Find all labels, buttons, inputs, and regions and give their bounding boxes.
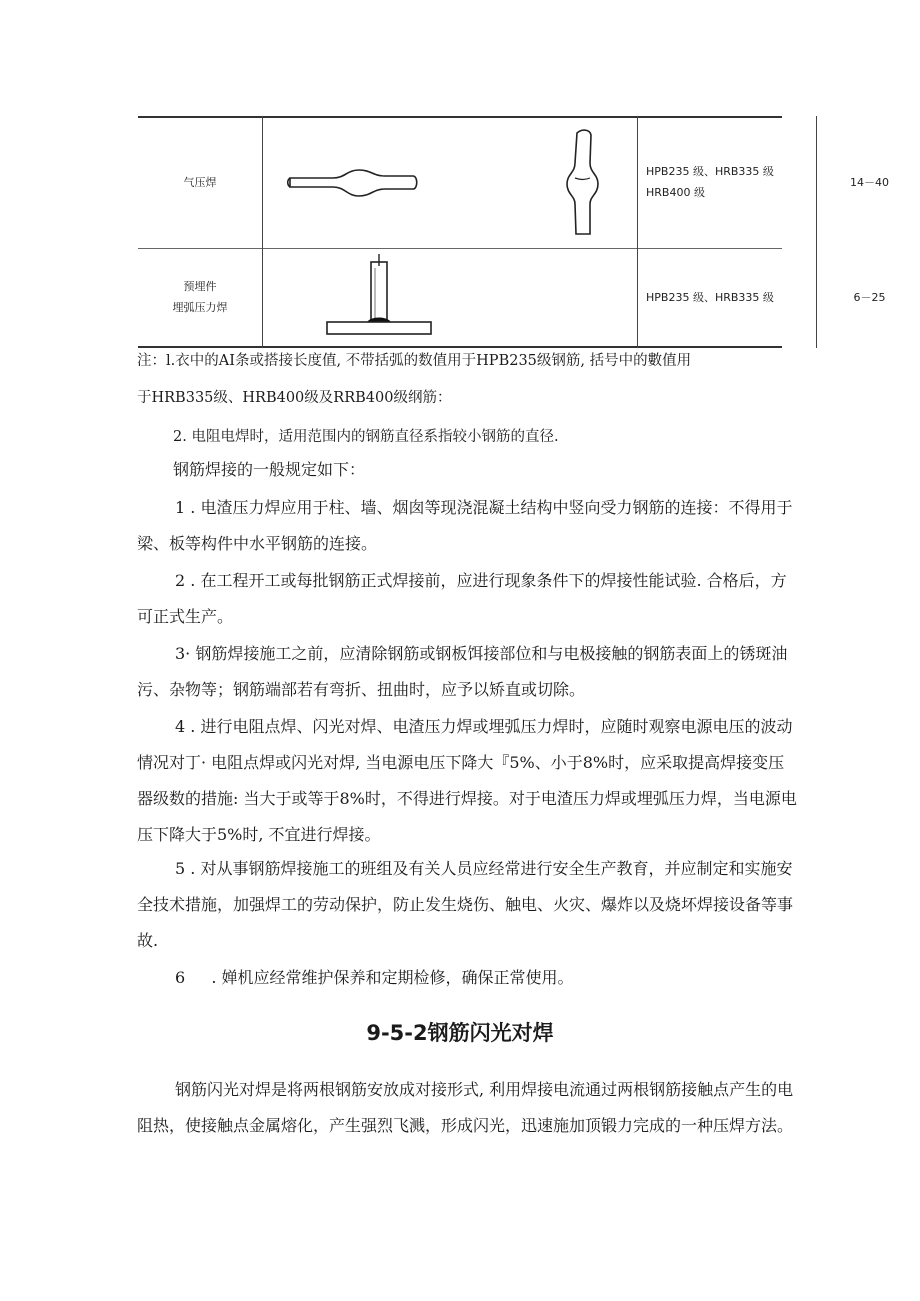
table-note-2: 2. 电阻电焊时，适用范围内的钢筋直径系指较小钢筋的直径. [173,429,559,445]
rule-item-2: 2 . 在工程开工或每批钢筋正式焊接前，应进行现象条件下的焊接性能试验. 合格后，方可正式生产。 [137,571,787,626]
rule-item-5: 5 . 对从事钢筋焊接施工的班组及有关人员应经常进行安全生产教育，并应制定和实施安全技术措施，加强焊工的劳动保护，防止发生烧伤、触电、火灾、爆炸以及烧坏焊接设备等事故. [137,859,794,950]
table-row-2-range [817,250,920,346]
method-label: 预埋件 [183,280,217,294]
rule-item-4: 4 . 进行电阻点焊、闪光对焊、电渣压力焊或埋弧压力焊时，应随时观察电源电压的波动情况对丁· 电阻点焊或闪光对焊, 当电源电压下降大『5%、小于8%时，应采取提高焊接变压器级数的措施: 当大于或等于8%时，不得进行焊接。对于电渣压力焊或埋弧压力焊，当电源电压下降大于5%时, 不宜进行焊接。 [137,717,797,844]
rules-intro: 钢筋焊接的一般规定如下： [173,460,366,479]
table-note-1-line-2: 于HRB335级、HRB400级及RRB400级纲筋： [137,390,452,406]
submerged-arc-pressure-weld-diagram-icon [263,250,637,346]
method-label: 气压焊 [183,175,217,189]
rule-item-1: 1 . 电渣压力焊应用于柱、墙、烟囱等现浇混凝土结构中竖向受力钢筋的连接：不得用于梁、板等构件中水平钢筋的连接。 [137,498,793,553]
grade-text: HPB235 级、HRB335 级 [646,290,774,304]
table-rule-mid [138,248,782,249]
section-paragraph: 钢筋闪光对焊是将两根钢筋安放成对接形式, 利用焊接电流通过两根钢筋接触点产生的电阻热，使接触点金属熔化，产生强烈飞溅，形成闪光，迅速施加顶锻力完成的一种压焊方法。 [137,1080,794,1135]
rule-item-3: 3· 钢筋焊接施工之前，应清除钢筋或钢板饵接部位和与电极接触的钢筋表面上的锈斑油污、杂物等；钢筋端部若有弯折、扭曲时，应予以矫直或切除。 [137,644,788,699]
table-row-1-range [817,118,920,248]
diameter-range: 6－25 [853,290,886,304]
rule-item-6: 6 . 婵机应经常维护保养和定期检修，确保正常使用。 [175,968,574,987]
diameter-range: 14－40 [850,175,889,189]
table-row-1-grades [638,118,816,248]
table-row-1-method [138,118,262,248]
section-title: 9-5-2钢筋闪光对焊 [366,1021,554,1045]
grade-text: HRB400 级 [646,186,705,199]
method-label: 埋弧压力焊 [172,301,228,314]
table-note-1-line-1: 注：l.衣中的AI条或搭接长度值, 不带括弧的数值用于HPB235级钢筋, 括号中的數值用 [137,353,692,369]
table-row-2-grades [638,250,816,346]
gas-pressure-weld-diagram-icon [263,118,637,248]
table-row-2-method [138,250,262,346]
welding-table [138,116,889,348]
grade-text: HPB235 级、HRB335 级 [646,165,774,179]
